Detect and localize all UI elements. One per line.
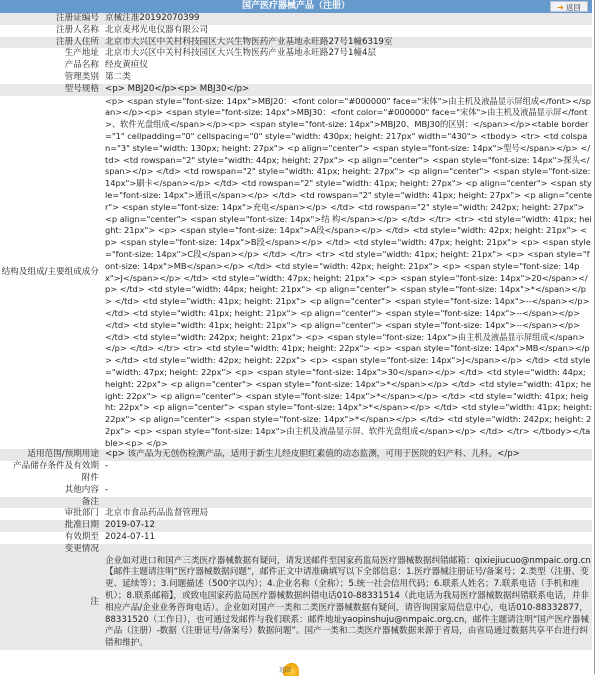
page-title: 国产医疗器械产品（注册） [241,1,350,11]
field-value: - [102,485,592,497]
field-value: 第二类 [102,72,592,84]
field-value: <p> <span style="font-size: 14px">MBJ20：<font color="#000000" face="宋体">由主机及液晶显示屏组成</font></span></p><p> <span style="font-size: 14px">MBJ30：<font color="#000000" face="宋体">由主机及液晶显示屏</font>、软件光盘组成</span></p><p> <span style="font-size: 14px">MBJ20、MBJ30的区别：</span></p><table border="1" cellpadding="0" cellspacing="0" style="width: 430px; height: 217px" width="430"> <tbody> <tr> <td colspan="3" style="width: 130px; height: 27px"> <p align="center"> <span style="font-size: 14px">型号</span></p> </td> <td rowspan="2" style="width: 44px; height: 27px"> <p align="center"> <span style="font-size: 14px">探头</span></p> </td> <td rowspan="2" style="width: 41px; height: 27px"> <p align="center"> <span style="font-size: 14px">刷卡</span></p> </td> <td rowspan="2" style="width: 41px; height: 27px"> <p align="center"> <span style="font-size: 14px">通讯</span></p> </td> <td rowspan="2" style="width: 41px; height: 27px"> <p align="center"> <span style="font-size: 14px">充电</span></p> </td> <td rowspan="2" style="width: 242px; height: 27px"> <p align="center"> <span style="font-size: 14px">结 构</span></p> </td> </tr> <tr> <td style="width: 41px; height: 21px"> <p> <span style="font-size: 14px">A段</span></p> </td> <td style="width: 42px; height: 21px"> <p> <span style="font-size: 14px">B段</span></p> </td> <td style="width: 47px; height: 21px"> <p> <span style="font-size: 14px">C段</span></p> </td> </tr> <tr> <td style="width: 41px; height: 21px"> <p> <span style="font-size: 14px">MB</span></p> </td> <td style="width: 42px; height: 21px"> <p> <span style="font-size: 14px">J</span></p> </td> <td style="width: 47px; height: 21px"> <p> <span style="font-size: 14px">20</span></p> </td> <td style="width: 44px; height: 21px"> <p align="center"> <span style="font-size: 14px">*</span></p> </td> <td style="width: 41px; height: 21px"> <p align="center"> <span style="font-size: 14px">--</span></p> </td> <td style="width: 41px; height: 21px"> <p align="center"> <span style="font-size: 14px">--</span></p> </td> <td style="width: 41px; height: 21px"> <p align="center"> <span style="font-size: 14px">--</span></p> </td> <td style="width: 242px; height: 21px"> <p> <span style="font-size: 14px">由主机及液晶显示屏组成</span></p> </td> </tr> <tr> <td style="width: 41px; height: 22px"> <p> <span style="font-size: 14px">MB</span></p> </td> <td style="width: 42px; height: 22px"> <p> <span style="font-size: 14px">J</span></p> </td> <td style="width: 47px; height: 22px"> <p> <span style="font-size: 14px">30</span></p> </td> <td style="width: 44px; height: 22px"> <p align="center"> <span style="font-size: 14px">*</span></p> </td> <td style="width: 41px; height: 22px"> <p align="center"> <span style="font-size: 14px">*</span></p> </td> <td style="width: 41px; height: 22px"> <p align="center"> <span style="font-size: 14px">*</span></p> </td> <td style="width: 41px; height: 22px"> <p align="center"> <span style="font-size: 14px">*</span></p> </td> <td style="width: 242px; height: 22px"> <p> <span style="font-size: 14px">由主机及液晶显示屏、软件光盘组成</span></p> </td> </tr> </tbody></table><p> </p> [102,96,592,450]
field-value: 北京市食品药品监督管理局 [102,508,592,520]
detail-table [0,13,592,650]
field-value: 企业如对进口和国产三类医疗器械数据有疑问，请发送邮件至国家药监局医疗器械数据纠错邮箱：qixiejiucuo@nmpaic.org.cn【邮件主题请注明“医疗器械数据问题”，邮件正文中请准确填写以下全部信息：1.医疗器械注册证号/备案号；2.类型（注册、变更、延续等）；3.问题描述（500字以内）；4.企业名称（全称）；5.统一社会信用代码；6.联系人姓名；7.联系电话（手机和座机）；8.联系邮箱】，或致电国家药监局医疗器械数据纠错电话010-88331514（此电话为我局医疗器械数据纠错联系电话，并非相应产品/企业业务咨询电话）。企业如对国产一类和二类医疗器械数据有疑问，请咨询国家局信息中心，电话010-88332877，88331520（工作日），也可通过发邮件与我们联系：邮件地址yaopinshuju@nmpaic.org.cn，邮件主题请注明“国产医疗器械产品（注册）-数据（注册证号/备案号）数据问题”。国产一类和二类医疗器械数据来源于省局，由省局通过数据共享平台进行纠错和维护。 [102,556,592,650]
field-value: 2024-07-11 [102,532,592,544]
row-model-spec [0,84,592,96]
back-button[interactable] [550,1,588,12]
row-storage-conditions [0,461,592,473]
row-valid-until [0,532,592,544]
row-other-content [0,485,592,497]
row-approval-date [0,520,592,532]
field-value: 2019-07-12 [102,520,592,532]
field-value: - [102,461,592,473]
field-value: <p> 该产品为无创伤检测产品，适用于新生儿经皮胆红素值的动态监测，可用于医院的妇产科、儿科。</p> [102,449,592,461]
row-registration-no [0,13,592,25]
back-icon-label: 返回 [279,667,292,674]
scrollbar-divider [594,0,595,674]
arrow-right-icon: ➜ [557,3,564,12]
field-value [102,473,592,485]
field-label: 注册证编号 [0,13,102,25]
field-label: 注册人住所 [0,37,102,49]
field-label: 审批部门 [0,508,102,520]
field-value: 经皮黄疸仪 [102,60,592,72]
field-value: <p> MBJ20</p><p> MBJ30</p> [102,84,592,96]
field-label: 注册人名称 [0,25,102,37]
row-note [0,556,592,650]
field-value: 京械注准20192070399 [102,13,592,25]
field-label: 附件 [0,473,102,485]
row-change-history [0,544,592,556]
field-label: 其他内容 [0,485,102,497]
field-label: 生产地址 [0,48,102,60]
row-structure-composition [0,96,592,450]
row-registrant-address [0,37,592,49]
field-value: 北京市大兴区中关村科技园区大兴生物医药产业基地永旺路27号1幢4层 [102,48,592,60]
field-label: 结构及组成/主要组成成分 [0,96,102,450]
back-button-label: 返回 [565,3,581,12]
field-label: 产品储存条件及有效期 [0,461,102,473]
field-label: 管理类别 [0,72,102,84]
field-value: 北京麦邦光电仪器有限公司 [102,25,592,37]
field-label: 备注 [0,497,102,509]
field-label: 变更情况 [0,544,102,556]
row-approval-department [0,508,592,520]
field-label: 批准日期 [0,520,102,532]
field-label: 有效期至 [0,532,102,544]
row-intended-use [0,449,592,461]
row-product-name [0,60,592,72]
field-label: 注 [0,556,102,650]
page-header [0,0,592,13]
row-registrant-name [0,25,592,37]
row-attachments [0,473,592,485]
row-remarks [0,497,592,509]
field-value [102,544,592,556]
field-label: 产品名称 [0,60,102,72]
field-value: 北京市大兴区中关村科技园区大兴生物医药产业基地永旺路27号1幢6319室 [102,37,592,49]
field-value [102,497,592,509]
row-management-class [0,72,592,84]
field-label: 适用范围/预期用途 [0,449,102,461]
field-label: 型号规格 [0,84,102,96]
row-production-address [0,48,592,60]
